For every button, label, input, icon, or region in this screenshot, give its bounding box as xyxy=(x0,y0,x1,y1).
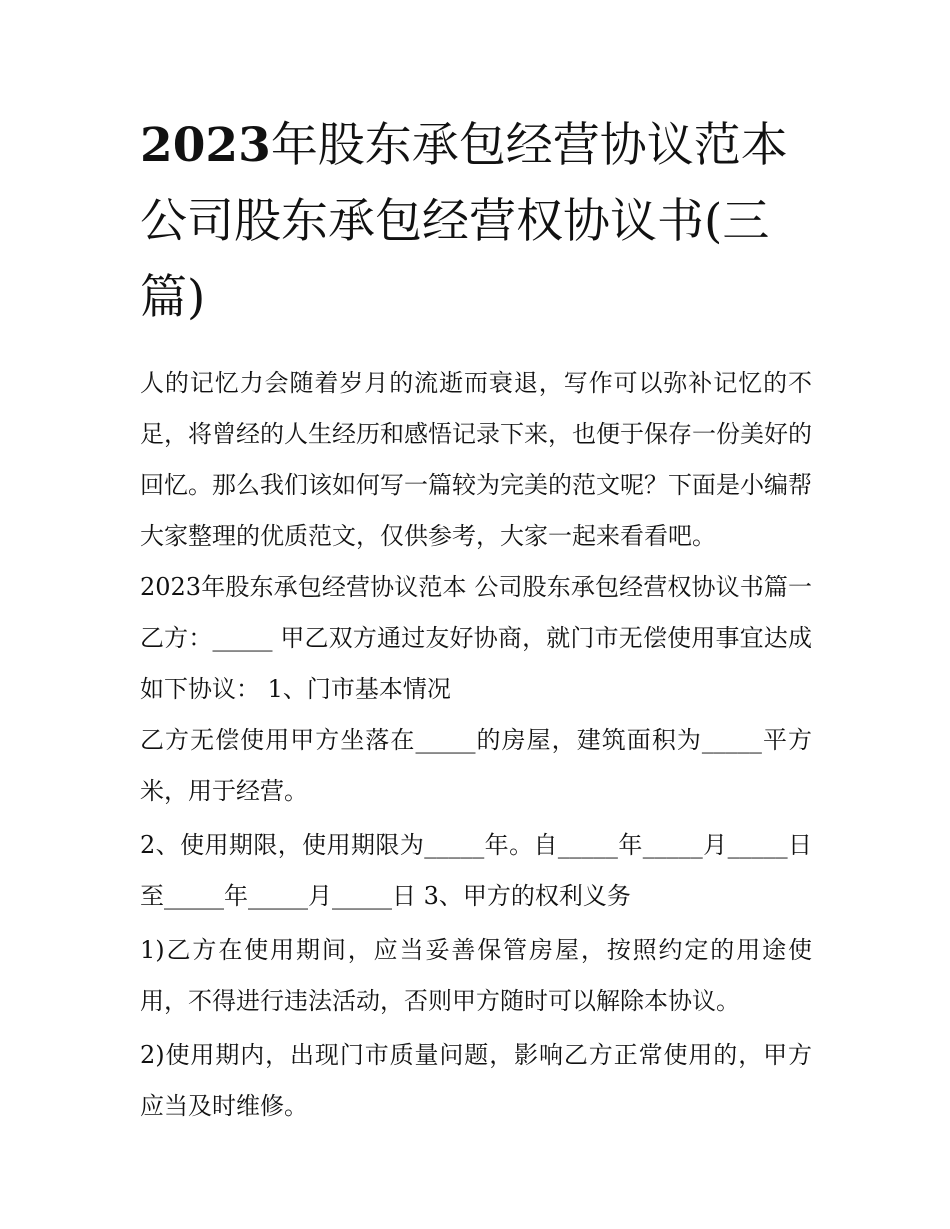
title-text: 年股东承包经营协议范本公司股东承包经营权协议书(三篇) xyxy=(140,118,788,325)
document-title xyxy=(140,108,812,336)
property-paragraph: 乙方无偿使用甲方坐落在_____的房屋，建筑面积为_____平方米，用于经营。 xyxy=(140,726,812,805)
title-year: 2023 xyxy=(140,118,271,173)
clause-1-paragraph: 1)乙方在使用期间，应当妥善保管房屋，按照约定的用途使用，不得进行违法活动，否则甲方随时可以解除本协议。 xyxy=(140,936,812,1015)
term-paragraph: 2、使用期限，使用期限为_____年。自_____年_____月_____日至_____年_____月_____日 3、甲方的权利义务 xyxy=(140,831,812,910)
intro-paragraph: 人的记忆力会随着岁月的流逝而衰退，写作可以弥补记忆的不足，将曾经的人生经历和感悟记录下来，也便于保存一份美好的回忆。那么我们该如何写一篇较为完美的范文呢？下面是小编帮大家整理的优质范文，仅供参考，大家一起来看看吧。 xyxy=(140,369,812,550)
document-page xyxy=(140,108,812,1132)
clause-2-paragraph: 2)使用期内，出现门市质量问题，影响乙方正常使用的，甲方应当及时维修。 xyxy=(140,1041,812,1120)
agreement-heading-paragraph: 2023年股东承包经营协议范本 公司股东承包经营权协议书篇一 乙方：_____ 甲乙双方通过友好协商，就门市无偿使用事宜达成如下协议： 1、门市基本情况 xyxy=(140,573,812,703)
